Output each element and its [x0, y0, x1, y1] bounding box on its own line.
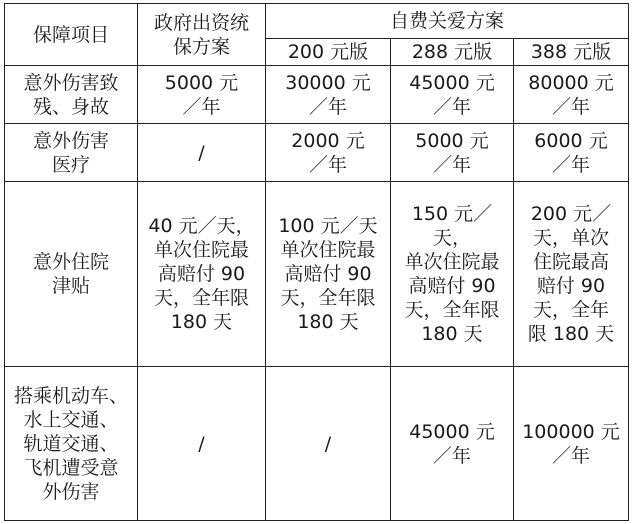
table-row [5, 66, 629, 124]
table-row [5, 124, 629, 182]
header-plan-388: 388 元版 [514, 39, 629, 66]
header-gov-cell: 政府出资统 保方案 [138, 4, 266, 66]
row-item-cell: 搭乘机动车、 水上交通、 轨道交通、 飞机遭受意 外伤害 [5, 367, 138, 521]
row-item-cell: 意外住院 津贴 [5, 182, 138, 367]
insurance-comparison-table [4, 3, 629, 521]
row-plan-388-cell: 80000 元 ／年 [514, 66, 629, 124]
row-gov-cell: / [138, 124, 266, 182]
row-plan-388-cell: 200 元／ 天，单次 住院最高 赔付 90 天，全年 限 180 天 [514, 182, 629, 367]
row-plan-200-cell: 30000 元 ／年 [266, 66, 391, 124]
row-plan-288-cell: 45000 元 ／年 [391, 66, 514, 124]
row-plan-200-cell: 2000 元 ／年 [266, 124, 391, 182]
row-plan-288-cell: 150 元／天， 单次住院最 高赔付 90 天，全年限 180 天 [391, 182, 514, 367]
row-item-cell: 意外伤害 医疗 [5, 124, 138, 182]
table-row [5, 182, 629, 367]
row-plan-200-cell: 100 元／天 单次住院最 高赔付 90 天，全年限 180 天 [266, 182, 391, 367]
row-plan-288-cell: 45000 元 ／年 [391, 367, 514, 521]
row-gov-cell: 5000 元 ／年 [138, 66, 266, 124]
table-row [5, 367, 629, 521]
row-plan-388-cell: 6000 元 ／年 [514, 124, 629, 182]
header-item-cell: 保障项目 [5, 4, 138, 66]
header-self-group-cell: 自费关爱方案 [266, 4, 629, 39]
row-gov-cell: 40 元／天， 单次住院最 高赔付 90 天，全年限 180 天 [138, 182, 266, 367]
row-plan-388-cell: 100000 元 ／年 [514, 367, 629, 521]
row-gov-cell: / [138, 367, 266, 521]
header-plan-288: 288 元版 [391, 39, 514, 66]
row-item-cell: 意外伤害致 残、身故 [5, 66, 138, 124]
row-plan-200-cell: / [266, 367, 391, 521]
header-row [5, 4, 629, 39]
header-plan-200: 200 元版 [266, 39, 391, 66]
row-plan-288-cell: 5000 元 ／年 [391, 124, 514, 182]
